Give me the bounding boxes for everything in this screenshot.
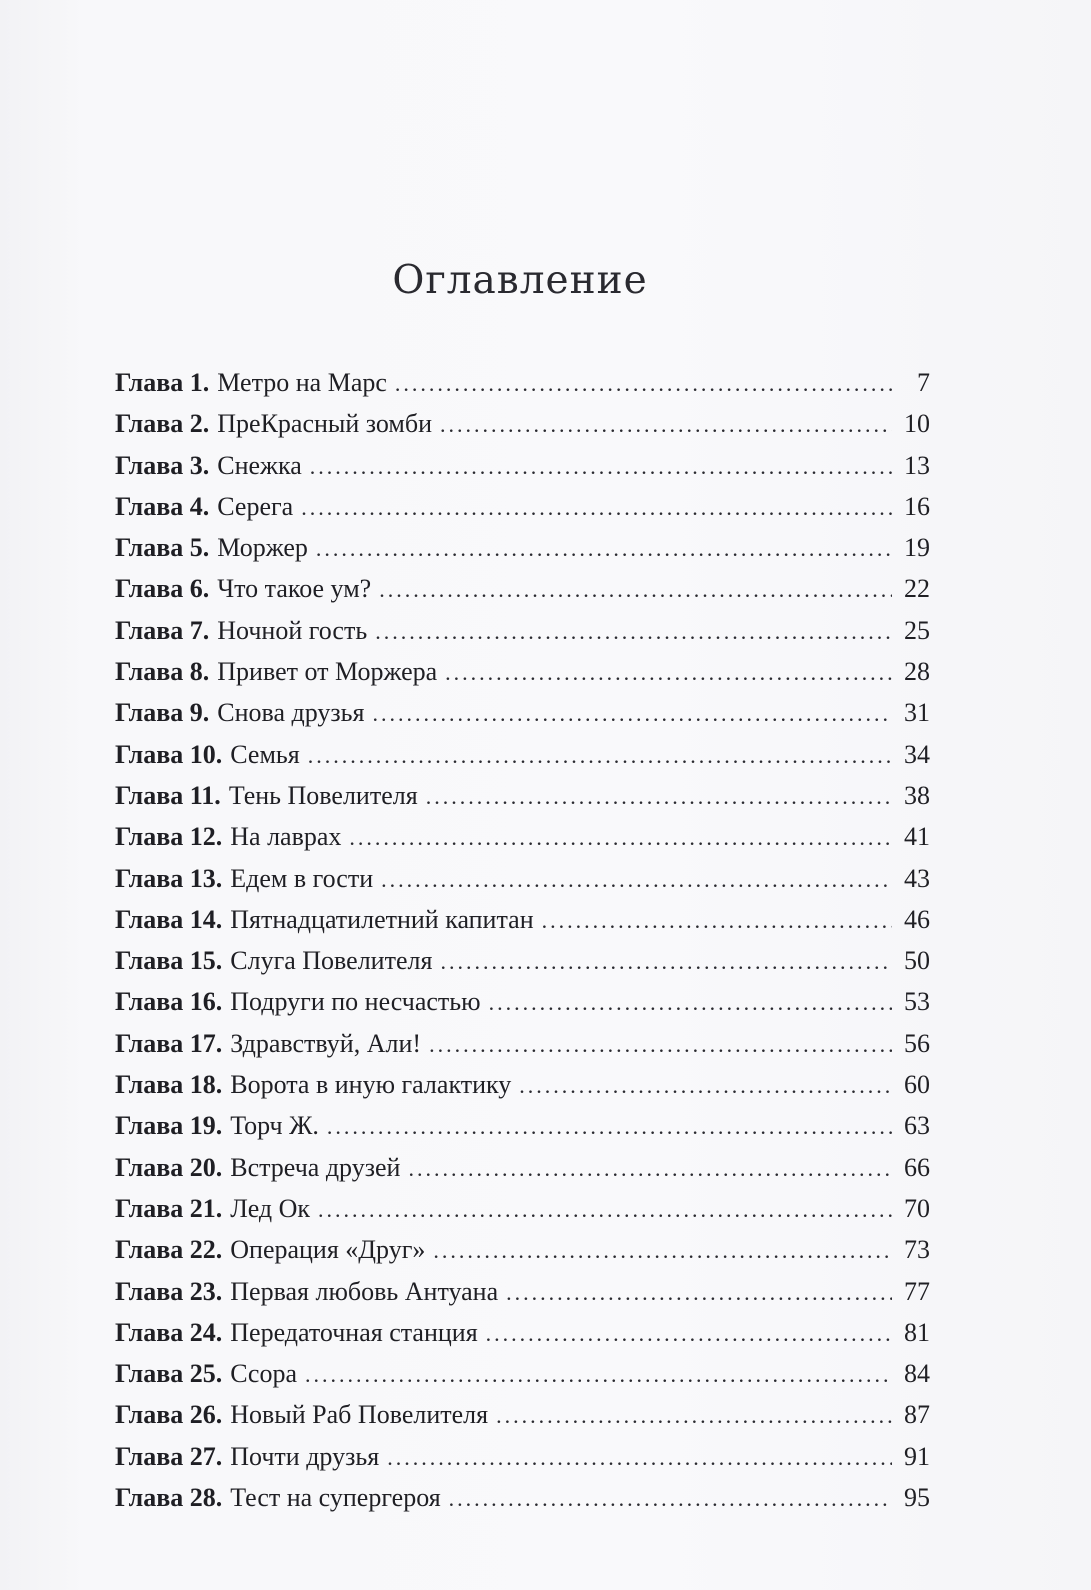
dot-leader: [506, 1272, 892, 1313]
table-of-contents: [115, 362, 930, 1518]
page-number: 43: [904, 863, 930, 893]
chapter-title: Передаточная станция: [230, 1317, 478, 1347]
chapter-number: Глава 23.: [115, 1276, 223, 1306]
dot-leader: [381, 859, 892, 900]
dot-leader: [445, 652, 892, 693]
chapter-title: Что такое ум?: [217, 574, 372, 604]
chapter-number: Глава 19.: [115, 1111, 223, 1141]
page-number: 16: [904, 491, 930, 521]
page-number: 41: [904, 822, 930, 852]
chapter-title: Первая любовь Антуана: [230, 1276, 499, 1306]
chapter-title: Подруги по несчастью: [230, 987, 481, 1017]
toc-entry: [115, 1147, 930, 1188]
chapter-number: Глава 16.: [115, 987, 223, 1017]
dot-leader: [542, 900, 892, 941]
chapter-number: Глава 1.: [115, 368, 210, 397]
dot-leader: [395, 363, 892, 404]
toc-entry: [115, 734, 930, 775]
chapter-title: Моржер: [217, 533, 308, 563]
page-number: 73: [904, 1235, 930, 1265]
chapter-title: Снежка: [217, 450, 302, 480]
toc-entry: [115, 486, 930, 527]
toc-entry: [115, 899, 930, 940]
chapter-number: Глава 9.: [115, 698, 210, 728]
page-number: 84: [904, 1359, 930, 1389]
dot-leader: [408, 1148, 892, 1189]
toc-entry: [115, 1394, 930, 1435]
dot-leader: [305, 1354, 892, 1395]
toc-entry: [115, 1436, 930, 1477]
dot-leader: [318, 1189, 892, 1230]
dot-leader: [449, 1478, 892, 1519]
dot-leader: [379, 569, 892, 610]
page-number: 34: [904, 739, 930, 769]
chapter-title: Снова друзья: [217, 698, 365, 728]
toc-entry: [115, 610, 930, 651]
toc-entry: [115, 651, 930, 692]
chapter-title: Лед Ок: [230, 1193, 311, 1223]
toc-entry: [115, 362, 930, 403]
dot-leader: [429, 1024, 892, 1065]
page-number: 22: [904, 574, 930, 604]
page-number: 81: [904, 1317, 930, 1347]
toc-entry: [115, 1312, 930, 1353]
chapter-number: Глава 20.: [115, 1152, 223, 1182]
page-number: 66: [904, 1152, 930, 1182]
page-number: 25: [904, 615, 930, 645]
chapter-number: Глава 22.: [115, 1235, 223, 1265]
page-number: 19: [904, 533, 930, 563]
chapter-title: Операция «Друг»: [230, 1235, 426, 1265]
toc-entry: [115, 568, 930, 609]
page-number: 31: [904, 698, 930, 728]
chapter-number: Глава 4.: [115, 491, 210, 521]
chapter-title: Здравствуй, Али!: [230, 1028, 422, 1058]
chapter-number: Глава 10.: [115, 739, 223, 769]
dot-leader: [519, 1065, 892, 1106]
toc-entry: [115, 775, 930, 816]
chapter-title: Привет от Моржера: [217, 657, 438, 687]
chapter-number: Глава 15.: [115, 946, 223, 976]
dot-leader: [372, 693, 892, 734]
dot-leader: [327, 1106, 892, 1147]
toc-entry: [115, 1229, 930, 1270]
page-number: 77: [904, 1276, 930, 1306]
toc-entry: [115, 1271, 930, 1312]
chapter-title: Тест на супергероя: [230, 1483, 441, 1513]
page-number: 46: [904, 904, 930, 934]
dot-leader: [486, 1313, 892, 1354]
toc-entry: [115, 1105, 930, 1146]
page-number: 63: [904, 1111, 930, 1141]
page-number: 38: [904, 780, 930, 810]
toc-entry: [115, 1477, 930, 1518]
toc-entry: [115, 692, 930, 733]
toc-entry: [115, 1023, 930, 1064]
chapter-title: Ссора: [230, 1359, 297, 1389]
page-number: 56: [904, 1028, 930, 1058]
page-number: 50: [904, 946, 930, 976]
page-number: 7: [917, 368, 930, 397]
dot-leader: [440, 941, 892, 982]
chapter-title: Ночной гость: [217, 615, 368, 645]
chapter-title: Слуга Повелителя: [230, 946, 433, 976]
chapter-title: Серега: [217, 491, 294, 521]
toc-entry: [115, 527, 930, 568]
page-number: 53: [904, 987, 930, 1017]
chapter-number: Глава 25.: [115, 1359, 223, 1389]
page-number: 10: [904, 409, 930, 439]
chapter-number: Глава 2.: [115, 409, 210, 439]
chapter-title: Новый Раб Повелителя: [230, 1400, 489, 1430]
chapter-number: Глава 7.: [115, 615, 210, 645]
page-number: 91: [904, 1441, 930, 1471]
chapter-title: Почти друзья: [230, 1441, 380, 1471]
dot-leader: [489, 982, 892, 1023]
page-number: 95: [904, 1483, 930, 1513]
toc-entry: [115, 403, 930, 444]
dot-leader: [387, 1437, 892, 1478]
toc-entry: [115, 816, 930, 857]
dot-leader: [440, 404, 892, 445]
chapter-number: Глава 27.: [115, 1441, 223, 1471]
chapter-number: Глава 17.: [115, 1028, 223, 1058]
chapter-title: Семья: [230, 739, 300, 769]
page-number: 13: [904, 450, 930, 480]
chapter-number: Глава 6.: [115, 574, 210, 604]
toc-entry: [115, 445, 930, 486]
chapter-number: Глава 11.: [115, 780, 221, 810]
dot-leader: [426, 776, 892, 817]
chapter-title: На лаврах: [230, 822, 342, 852]
chapter-number: Глава 26.: [115, 1400, 223, 1430]
page-number: 60: [904, 1070, 930, 1100]
dot-leader: [301, 487, 892, 528]
chapter-number: Глава 24.: [115, 1317, 223, 1347]
toc-entry: [115, 1064, 930, 1105]
dot-leader: [375, 611, 892, 652]
chapter-title: Встреча друзей: [230, 1152, 401, 1182]
page-number: 28: [904, 657, 930, 687]
chapter-number: Глава 12.: [115, 822, 223, 852]
chapter-number: Глава 18.: [115, 1070, 223, 1100]
dot-leader: [349, 817, 892, 858]
chapter-number: Глава 21.: [115, 1193, 223, 1223]
toc-entry: [115, 1188, 930, 1229]
dot-leader: [433, 1230, 892, 1271]
chapter-number: Глава 28.: [115, 1483, 223, 1513]
dot-leader: [496, 1395, 892, 1436]
chapter-number: Глава 14.: [115, 904, 223, 934]
toc-entry: [115, 858, 930, 899]
chapter-title: Ворота в иную галактику: [230, 1070, 512, 1100]
page-title: Оглавление: [392, 258, 648, 304]
dot-leader: [316, 528, 892, 569]
chapter-number: Глава 13.: [115, 863, 223, 893]
toc-entry: [115, 981, 930, 1022]
chapter-title: ПреКрасный зомби: [217, 409, 433, 439]
toc-entry: [115, 940, 930, 981]
dot-leader: [308, 735, 892, 776]
dot-leader: [310, 446, 892, 487]
chapter-title: Едем в гости: [230, 863, 374, 893]
page-number: 70: [904, 1193, 930, 1223]
toc-entry: [115, 1353, 930, 1394]
chapter-title: Пятнадцатилетний капитан: [230, 904, 534, 934]
page-number: 87: [904, 1400, 930, 1430]
chapter-title: Тень Повелителя: [228, 780, 418, 810]
chapter-number: Глава 3.: [115, 450, 210, 480]
chapter-number: Глава 8.: [115, 657, 210, 687]
chapter-number: Глава 5.: [115, 533, 210, 563]
chapter-title: Метро на Марс: [217, 368, 387, 397]
chapter-title: Торч Ж.: [230, 1111, 319, 1141]
